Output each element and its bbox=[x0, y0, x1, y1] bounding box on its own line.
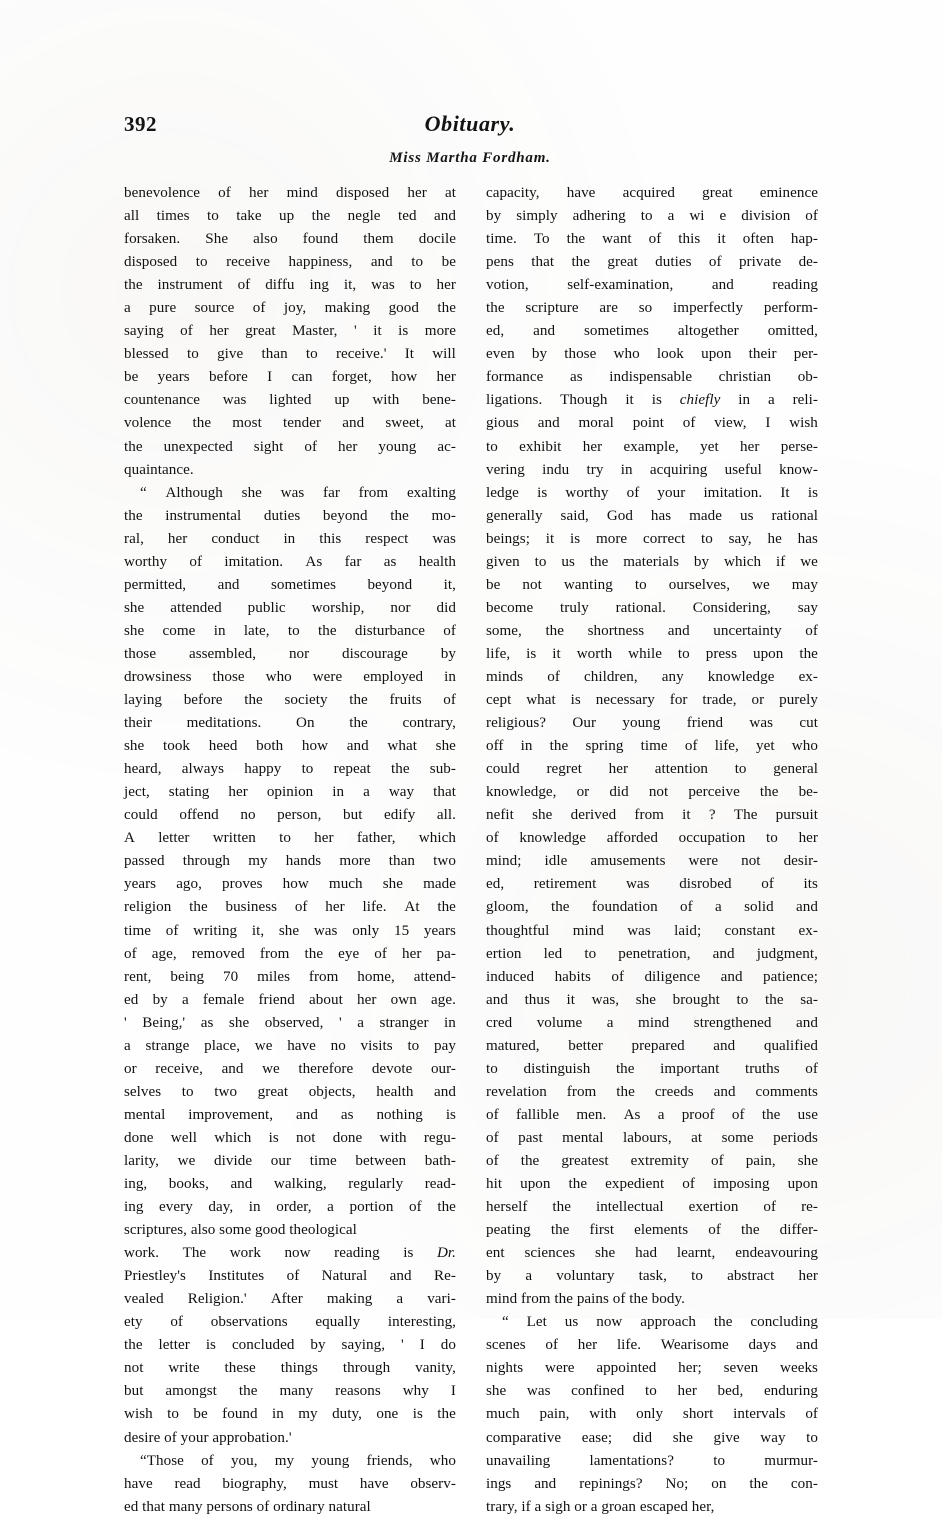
text-line: religion the business of her life. At the bbox=[124, 899, 456, 916]
text-line: the scripture are so imperfectly perform- bbox=[486, 300, 818, 317]
page-number: 392 bbox=[124, 112, 157, 136]
text-line: a strange place, we have no visits to pay bbox=[124, 1037, 456, 1054]
text-line: disposed to receive happiness, and to be bbox=[124, 254, 456, 271]
text-line: ject, stating her opinion in a way that bbox=[124, 784, 456, 801]
text-line: pens that the great duties of private de- bbox=[486, 254, 818, 271]
paragraph bbox=[124, 1450, 456, 1519]
text-line: gloom, the foundation of a solid and bbox=[486, 899, 818, 916]
text-line: cred volume a mind strengthened and bbox=[486, 1014, 818, 1031]
text-line: those assembled, nor discourage by bbox=[124, 645, 456, 662]
text-line: by simply adhering to a wi e division of bbox=[486, 208, 818, 225]
text-line: of the greatest extremity of pain, she bbox=[486, 1152, 818, 1169]
left-column bbox=[124, 182, 456, 1519]
text-line: quaintance. bbox=[124, 461, 194, 478]
text-line: by a voluntary task, to abstract her bbox=[486, 1268, 818, 1285]
paragraph bbox=[486, 182, 818, 1311]
text-line: ed by a female friend about her own age. bbox=[124, 991, 456, 1008]
text-line: a pure source of joy, making good the bbox=[124, 300, 456, 317]
text-line: scenes of her life. Wearisome days and bbox=[486, 1337, 818, 1354]
text-line: not write these things through vanity, bbox=[124, 1360, 456, 1377]
text-line: of fallible men. As a proof of the use bbox=[486, 1106, 818, 1123]
text-line: religious? Our young friend was cut bbox=[486, 715, 818, 732]
text-line: she come in late, to the disturbance of bbox=[124, 622, 456, 639]
text-line: to distinguish the important truths of bbox=[486, 1060, 818, 1077]
text-line: saying of her great Master, ' it is more bbox=[124, 323, 456, 340]
text-line: comparative ease; did she give way to bbox=[486, 1429, 818, 1446]
text-line: laying before the society the fruits of bbox=[124, 692, 456, 709]
text-line: ral, her conduct in this respect was bbox=[124, 530, 456, 547]
text-line: scriptures, also some good theological bbox=[124, 1222, 357, 1239]
text-line: all times to take up the negle ted and bbox=[124, 208, 456, 225]
text-line: the instrument of diffu ing it, was to her bbox=[124, 277, 456, 294]
text-line: ' Being,' as she observed, ' a stranger in bbox=[124, 1014, 456, 1031]
text-line: ety of observations equally interesting, bbox=[124, 1314, 456, 1331]
text-line: be not wanting to ourselves, we may bbox=[486, 576, 818, 593]
paragraph bbox=[124, 1242, 456, 1449]
text-line: life, is it worth while to press upon the bbox=[486, 645, 818, 662]
text-line: ing, books, and walking, regularly read- bbox=[124, 1176, 456, 1193]
paragraph bbox=[124, 182, 456, 482]
text-line: matured, better prepared and qualified bbox=[486, 1037, 818, 1054]
text-line: the unexpected sight of her young ac- bbox=[124, 438, 456, 455]
text-line: trary, if a sigh or a groan escaped her, bbox=[486, 1498, 715, 1515]
text-line: done well which is not done with regu- bbox=[124, 1129, 456, 1146]
text-line: ed, and sometimes altogether omitted, bbox=[486, 323, 818, 340]
text-line: “Those of you, my young friends, who bbox=[140, 1452, 456, 1469]
text-line: worthy of imitation. As far as health bbox=[124, 553, 456, 570]
text-line: of past mental labours, at some periods bbox=[486, 1129, 818, 1146]
text-line: herself the intellectual exertion of re- bbox=[486, 1199, 818, 1216]
text-line: some, the shortness and uncertainty of bbox=[486, 622, 818, 639]
text-line: could offend no person, but edify all. bbox=[124, 807, 456, 824]
text-line: work. The work now reading is Dr. bbox=[124, 1245, 456, 1262]
text-line: or receive, and we therefore devote our- bbox=[124, 1060, 456, 1077]
text-line: she took heed both how and what she bbox=[124, 738, 456, 755]
running-title: Obituary. bbox=[424, 111, 516, 136]
text-line: be years before I can forget, how her bbox=[124, 369, 456, 386]
right-column bbox=[486, 182, 818, 1519]
text-line: A letter written to her father, which bbox=[124, 830, 456, 847]
text-line: revelation from the creeds and comments bbox=[486, 1083, 818, 1100]
text-line: ligations. Though it is chiefly in a reli- bbox=[486, 392, 818, 409]
text-line: larity, we divide our time between bath- bbox=[124, 1152, 456, 1169]
text-line: volence the most tender and sweet, at bbox=[124, 415, 456, 432]
text-line: generally said, God has made us rational bbox=[486, 507, 818, 524]
text-line: time of writing it, she was only 15 years bbox=[124, 922, 456, 939]
text-line: rent, being 70 miles from home, attend- bbox=[124, 968, 456, 985]
text-line: ertion led to penetration, and judgment, bbox=[486, 945, 818, 962]
text-line: votion, self-examination, and reading bbox=[486, 277, 818, 294]
paragraph bbox=[486, 1311, 818, 1518]
text-line: ledge is worthy of your imitation. It is bbox=[486, 484, 818, 501]
text-line: of knowledge afforded occupation to her bbox=[486, 830, 818, 847]
text-line: forsaken. She also found them docile bbox=[124, 231, 456, 248]
text-line: much pain, with only short intervals of bbox=[486, 1406, 818, 1423]
text-line: drowsiness those who were employed in bbox=[124, 668, 456, 685]
text-line: ent sciences she had learnt, endeavouring bbox=[486, 1245, 818, 1262]
text-line: years ago, proves how much she made bbox=[124, 876, 456, 893]
text-line: mind; idle amusements were not desir- bbox=[486, 853, 818, 870]
text-line: blessed to give than to receive.' It will bbox=[124, 346, 456, 363]
text-line: time. To the want of this it often hap- bbox=[486, 231, 818, 248]
text-line: induced habits of diligence and patience; bbox=[486, 968, 818, 985]
text-line: “ Although she was far from exalting bbox=[140, 484, 456, 501]
text-line: formance as indispensable christian ob- bbox=[486, 369, 818, 386]
text-line: mental improvement, and as nothing is bbox=[124, 1106, 456, 1123]
text-line: Priestley's Institutes of Natural and Re- bbox=[124, 1268, 456, 1285]
text-line: passed through my hands more than two bbox=[124, 853, 456, 870]
subject-heading: Miss Martha Fordham. bbox=[389, 150, 551, 166]
text-line: cept what is necessary for trade, or purely bbox=[486, 692, 818, 709]
text-line: their meditations. On the contrary, bbox=[124, 715, 456, 732]
text-line: to exhibit her example, yet her perse- bbox=[486, 438, 818, 455]
text-line: have read biography, must have observ- bbox=[124, 1475, 456, 1492]
text-line: but amongst the many reasons why I bbox=[124, 1383, 456, 1400]
text-line: selves to two great objects, health and bbox=[124, 1083, 456, 1100]
text-line: desire of your approbation.' bbox=[124, 1429, 292, 1446]
text-line: vealed Religion.' After making a vari- bbox=[124, 1291, 456, 1308]
text-line: hit upon the expedient of imposing upon bbox=[486, 1176, 818, 1193]
text-line: “ Let us now approach the concluding bbox=[502, 1314, 818, 1331]
text-line: ed, retirement was disrobed of its bbox=[486, 876, 818, 893]
text-line: minds of children, any knowledge ex- bbox=[486, 668, 818, 685]
text-line: become truly rational. Considering, say bbox=[486, 599, 818, 616]
text-line: knowledge, or did not perceive the be- bbox=[486, 784, 818, 801]
text-line: beings; it is more correct to say, he has bbox=[486, 530, 818, 547]
text-line: of age, removed from the eye of her pa- bbox=[124, 945, 456, 962]
text-line: ing every day, in order, a portion of the bbox=[124, 1199, 456, 1216]
text-line: nefit she derived from it ? The pursuit bbox=[486, 807, 818, 824]
text-line: could regret her attention to general bbox=[486, 761, 818, 778]
text-line: ed that many persons of ordinary natural bbox=[124, 1498, 371, 1515]
text-line: she was confined to her bed, enduring bbox=[486, 1383, 818, 1400]
paragraph bbox=[124, 482, 456, 1243]
text-line: permitted, and sometimes beyond it, bbox=[124, 576, 456, 593]
text-line: capacity, have acquired great eminence bbox=[486, 185, 818, 201]
text-line: peating the first elements of the differ- bbox=[486, 1222, 818, 1239]
text-line: ings and repinings? No; on the con- bbox=[486, 1475, 818, 1492]
text-line: wish to be found in my duty, one is the bbox=[124, 1406, 456, 1423]
text-line: mind from the pains of the body. bbox=[486, 1291, 685, 1308]
text-line: the letter is concluded by saying, ' I do bbox=[124, 1337, 456, 1354]
text-line: countenance was lighted up with bene- bbox=[124, 392, 456, 409]
text-line: the instrumental duties beyond the mo- bbox=[124, 507, 456, 524]
text-line: vering indu try in acquiring useful know- bbox=[486, 461, 818, 478]
text-line: thoughtful mind was laid; constant ex- bbox=[486, 922, 818, 939]
text-line: gious and moral point of view, I wish bbox=[486, 415, 818, 432]
text-line: and thus it was, she brought to the sa- bbox=[486, 991, 818, 1008]
body-columns bbox=[124, 182, 818, 1519]
text-line: she attended public worship, nor did bbox=[124, 599, 456, 616]
running-head bbox=[124, 112, 816, 142]
text-line: benevolence of her mind disposed her at bbox=[124, 185, 456, 201]
text-line: even by those who look upon their per- bbox=[486, 346, 818, 363]
text-line: heard, always happy to repeat the sub- bbox=[124, 761, 456, 778]
text-line: nights were appointed her; seven weeks bbox=[486, 1360, 818, 1377]
text-line: off in the spring time of life, yet who bbox=[486, 738, 818, 755]
text-line: unavailing lamentations? to murmur- bbox=[486, 1452, 818, 1469]
text-line: given to us the materials by which if we bbox=[486, 553, 818, 570]
